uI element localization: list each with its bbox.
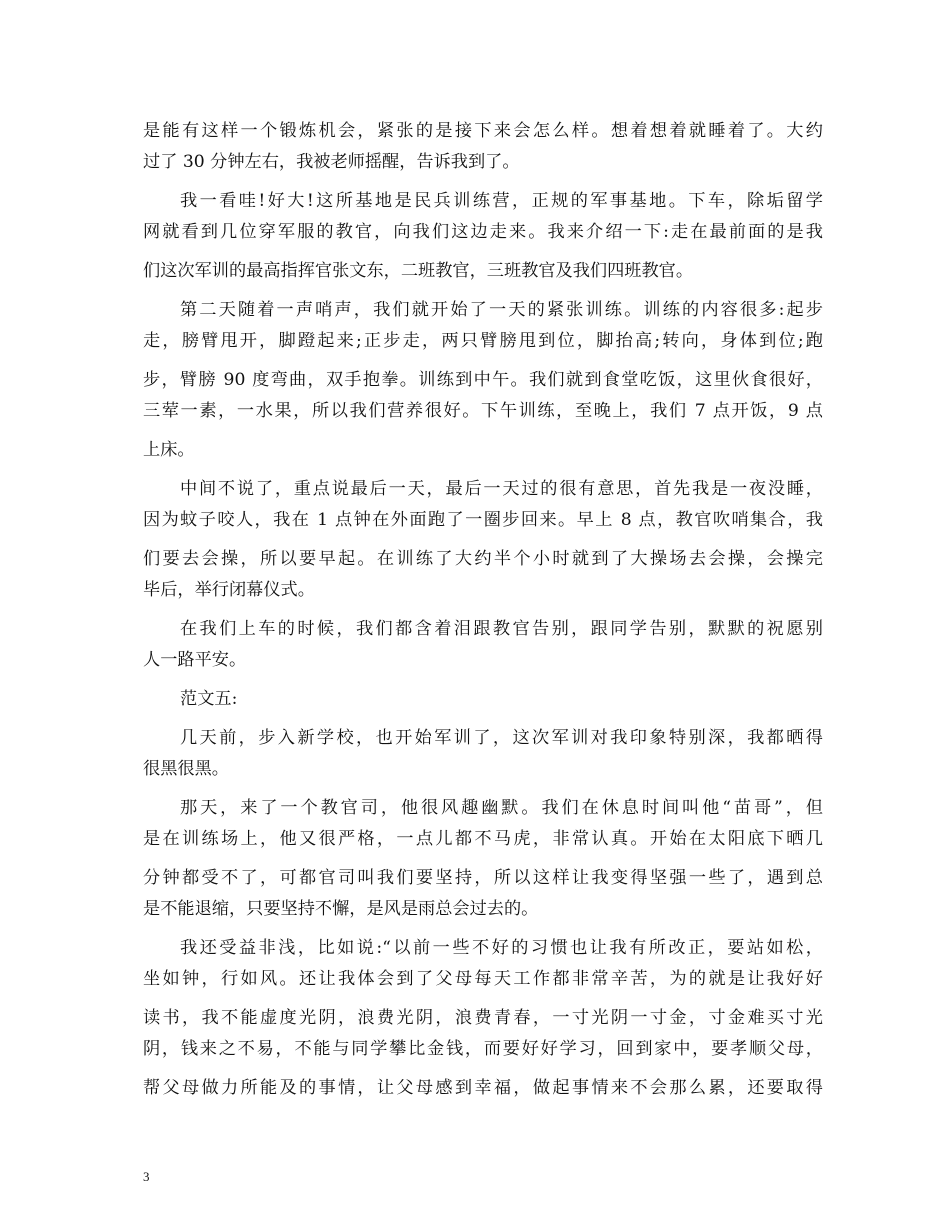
text-line: 是在训练场上，他又很严格，一点儿都不马虎，非常认真。开始在太阳底下晒几	[143, 829, 823, 849]
text-line: 那天，来了一个教官司，他很风趣幽默。我们在休息时间叫他“苗哥”，但	[180, 798, 823, 818]
text-line: 几天前，步入新学校，也开始军训了，这次军训对我印象特别深，我都晒得	[180, 728, 823, 748]
text-line: 人一路平安。	[143, 650, 247, 670]
text-line: 过了 30 分钟左右，我被老师摇醒，告诉我到了。	[143, 152, 520, 172]
text-line: 三荤一素，一水果，所以我们营养很好。下午训练，至晚上，我们 7 点开饭，9 点	[143, 401, 823, 421]
text-line: 我还受益非浅，比如说:“以前一些不好的习惯也让我有所改正，要站如松，	[180, 938, 823, 958]
text-line: 阴，钱来之不易，不能与同学攀比金钱，而要好好学习，回到家中，要孝顺父母，	[143, 1039, 823, 1059]
text-line: 是不能退缩，只要坚持不懈，是风是雨总会过去的。	[143, 899, 539, 919]
text-line: 坐如钟，行如风。还让我体会到了父母每天工作都非常辛苦，为的就是让我好好	[143, 969, 823, 989]
page-number: 3	[143, 1169, 150, 1184]
text-line: 上床。	[143, 440, 195, 460]
text-line: 在我们上车的时候，我们都含着泪跟教官告别，跟同学告别，默默的祝愿别	[180, 619, 823, 639]
text-line: 读书，我不能虚度光阴，浪费光阴，浪费青春，一寸光阴一寸金，寸金难买寸光	[143, 1008, 823, 1028]
text-line: 我一看哇!好大!这所基地是民兵训练营，正规的军事基地。下车，除垢留学	[180, 191, 823, 211]
text-line: 网就看到几位穿军服的教官，向我们这边走来。我来介绍一下:走在最前面的是我	[143, 222, 823, 242]
text-line: 走，膀臂甩开，脚蹬起来;正步走，两只臂膀甩到位，脚抬高;转向，身体到位;跑	[143, 331, 823, 351]
text-line: 毕后，举行闭幕仪式。	[143, 580, 315, 600]
text-line: 是能有这样一个锻炼机会，紧张的是接下来会怎么样。想着想着就睡着了。大约	[143, 121, 823, 141]
text-line: 们这次军训的最高指挥官张文东，二班教官，三班教官及我们四班教官。	[143, 261, 694, 281]
text-line: 步，臂膀 90 度弯曲，双手抱拳。训练到中午。我们就到食堂吃饭，这里伙食很好，	[143, 370, 823, 390]
text-line: 因为蚊子咬人，我在 1 点钟在外面跑了一圈步回来。早上 8 点，教官吹哨集合，我	[143, 510, 823, 530]
text-line: 们要去会操，所以要早起。在训练了大约半个小时就到了大操场去会操，会操完	[143, 549, 823, 569]
text-line: 很黑很黑。	[143, 759, 229, 779]
text-line: 帮父母做力所能及的事情，让父母感到幸福，做起事情来不会那么累，还要取得	[143, 1078, 823, 1098]
text-line: 范文五:	[180, 689, 238, 709]
text-line: 分钟都受不了，可都官司叫我们要坚持，所以这样让我变得坚强一些了，遇到总	[143, 868, 823, 888]
text-line: 第二天随着一声哨声，我们就开始了一天的紧张训练。训练的内容很多:起步	[180, 300, 823, 320]
text-line: 中间不说了，重点说最后一天，最后一天过的很有意思，首先我是一夜没睡，	[180, 479, 823, 499]
